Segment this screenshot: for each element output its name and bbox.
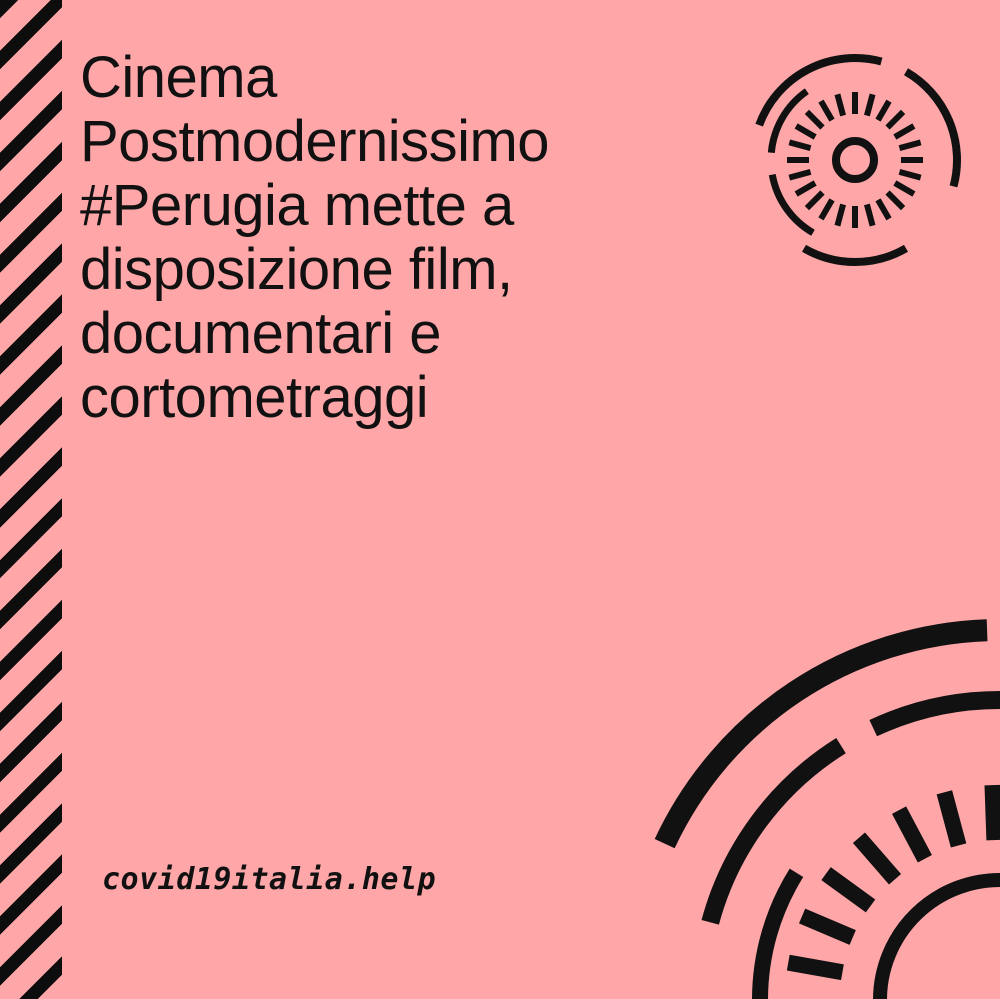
headline-line: disposizione film, bbox=[80, 237, 513, 302]
reel-outer-arc bbox=[804, 248, 906, 262]
reel-middle-arc bbox=[772, 175, 813, 233]
reel-spoke bbox=[895, 126, 914, 137]
reel-spoke bbox=[826, 874, 870, 906]
reel-spoke bbox=[992, 785, 994, 840]
reel-outer-arc bbox=[665, 630, 987, 843]
film-reel-icon bbox=[640, 590, 1000, 999]
reel-spoke bbox=[899, 810, 925, 859]
reel-spoke bbox=[899, 172, 920, 178]
reel-spoke bbox=[895, 183, 914, 194]
reel-spoke bbox=[888, 112, 904, 128]
reel-spoke bbox=[796, 126, 815, 137]
reel-spoke bbox=[789, 172, 810, 178]
reel-spoke bbox=[802, 916, 853, 937]
diagonal-stripe-border bbox=[0, 0, 62, 999]
reel-spoke bbox=[867, 204, 873, 225]
headline-line: Cinema bbox=[80, 45, 277, 110]
reel-spoke bbox=[899, 142, 920, 148]
reel-spoke bbox=[867, 94, 873, 115]
reel-spoke bbox=[807, 112, 823, 128]
reel-spoke bbox=[837, 94, 843, 115]
reel-spoke bbox=[796, 183, 815, 194]
headline-line: cortometraggi bbox=[80, 365, 429, 430]
reel-spoke bbox=[821, 200, 832, 219]
reel-inner-arc bbox=[880, 880, 1000, 999]
reel-spoke bbox=[837, 204, 843, 225]
reel-spoke bbox=[878, 200, 889, 219]
reel-middle-arc bbox=[760, 873, 796, 999]
headline-line: documentari e bbox=[80, 301, 442, 366]
reel-spoke bbox=[888, 193, 904, 209]
reel-spoke bbox=[821, 101, 832, 120]
reel-outer-arc bbox=[873, 700, 1000, 728]
headline bbox=[80, 46, 720, 430]
reel-spoke bbox=[878, 101, 889, 120]
headline-line: Postmodernissimo bbox=[80, 109, 550, 174]
reel-spoke bbox=[944, 792, 958, 845]
reel-spoke bbox=[807, 193, 823, 209]
headline-line: #Perugia mette a bbox=[80, 173, 514, 238]
film-reel-icon bbox=[730, 40, 980, 300]
reel-spoke bbox=[859, 838, 895, 880]
reel-spoke bbox=[788, 963, 842, 973]
reel-outer-arc bbox=[759, 58, 881, 125]
reel-spoke bbox=[789, 142, 810, 148]
website-url: covid19italia.help bbox=[102, 862, 437, 897]
reel-hub bbox=[836, 141, 874, 179]
